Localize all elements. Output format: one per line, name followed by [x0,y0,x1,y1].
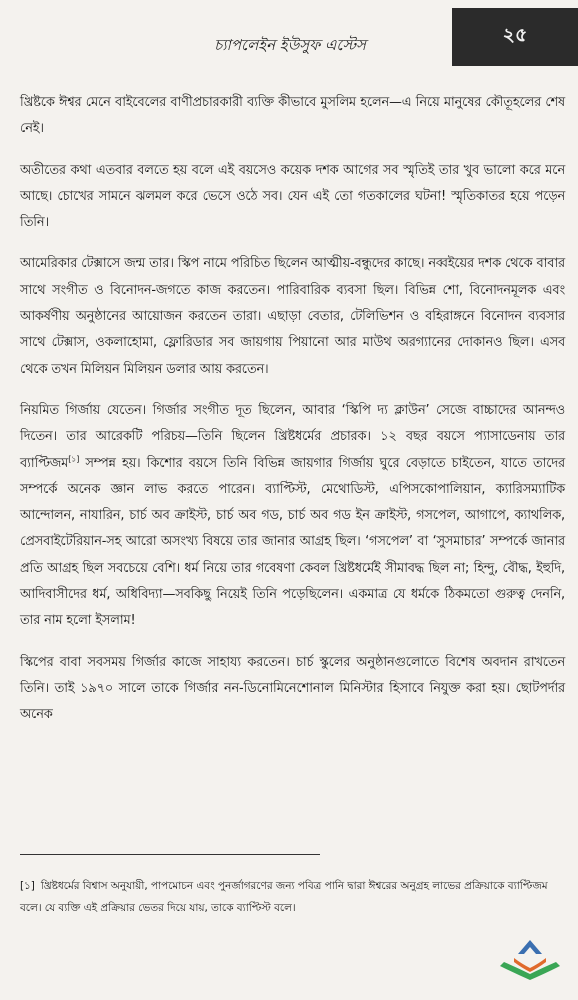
page-number-badge [452,8,578,66]
publisher-logo-icon [498,938,562,982]
footnote-reference[interactable]: [১] [68,454,80,464]
page-number: ২৫ [502,24,528,46]
footnote-divider [20,854,320,855]
paragraph-3: আমেরিকার টেক্সাসে জন্ম তার। স্কিপ নামে পরিচিত ছিলেন আত্মীয়-বন্ধুদের কাছে। নব্বইয়ের দশক থেকে বাবার সাথে সংগীত ও বিনোদন-জগতে কাজ করতেন। পারিবারিক ব্যবসা ছিল। বিভিন্ন শো, বিনোদনমূলক এবং আকর্ষণীয় অনুষ্ঠানের আয়োজন করতেন তারা। এছাড়া বেতার, টেলিভিশন ও বহিরাঙ্গনে বিনোদন ব্যবসার সাথে টেক্সাস, ওকলাহোমা, ফ্লোরিডার সব জায়গায় পিয়ানো আর মাউথ অরগ্যানের দোকানও ছিল। এসব থেকে তখন মিলিয়ন মিলিয়ন ডলার আয় করতেন। [20,256,565,377]
paragraph-4-part-2: সম্পন্ন হয়। কিশোর বয়সে তিনি বিভিন্ন জায়গার গির্জায় ঘুরে বেড়াতে চাইতেন, যাতে তাদের সম্পর্কে অনেক জ্ঞান লাভ করতে পারেন। ব্যাপ্টিস্ট, মেথোডিস্ট, এপিসকোপালিয়ান, ক্যারিসম্যাটিক আন্দোলন, নাযারিন, চার্চ অব ক্রাইস্ট, চার্চ অব গড, চার্চ অব গড ইন ক্রাইস্ট, গসপেল, আগাপে, ক্যাথলিক, প্রেসবাইটেরিয়ান-সহ আরো অসংখ্য বিষয়ে তার জানার আগ্রহ ছিল। ‘গসপেল’ বা ‘সুসমাচার’ সম্পর্কে জানার প্রতি আগ্রহ ছিল সবচেয়ে বেশি। ধর্ম নিয়ে তার গবেষণা কেবল খ্রিষ্টধর্মেই সীমাবদ্ধ ছিল না; হিন্দু, বৌদ্ধ, ইহুদি, আদিবাসীদের ধর্ম, অধিবিদ্যা—সবকিছু নিয়েই তিনি পড়েছিলেন। একমাত্র যে ধর্মকে ঠিকমতো গুরুত্ব দেননি, তার নাম হলো ইসলাম! [20,455,565,629]
footnote [20,875,560,919]
body-text [20,90,565,744]
paragraph-1: খ্রিষ্টকে ঈশ্বর মেনে বাইবেলের বাণীপ্রচারকারী ব্যক্তি কীভাবে মুসলিম হলেন—এ নিয়ে মানুষের কৌতূহলের শেষ নেই। [20,95,565,137]
paragraph-2: অতীতের কথা এতবার বলতে হয় বলে এই বয়সেও কয়েক দশক আগের সব স্মৃতিই তার খুব ভালো করে মনে আছে। চোখের সামনে ঝলমল করে ভেসে ওঠে সব। যেন এই তো গতকালের ঘটনা! স্মৃতিকাতর হয়ে পড়েন তিনি। [20,162,565,231]
running-header-title: চ্যাপলেইন ইউসুফ এস্টেস [214,36,366,54]
paragraph-4 [20,398,565,635]
paragraph-5: স্কিপের বাবা সবসময় গির্জার কাজে সাহায্য করতেন। চার্চ স্কুলের অনুষ্ঠানগুলোতে বিশেষ অবদান রাখতেন তিনি। তাই ১৯৭০ সালে তাকে গির্জার নন-ডিনোমিনেশোনাল মিনিস্টার হিসাবে নিযুক্ত করা হয়। ছোটপর্দার অনেক [20,654,565,723]
footnote-text: খ্রিষ্টধর্মের বিশ্বাস অনুযায়ী, পাপমোচন এবং পুনর্জাগরণের জন্য পবিত্র পানি দ্বারা ঈশ্বরের অনুগ্রহ লাভের প্রক্রিয়াকে ব্যাপ্টিজম বলে। যে ব্যক্তি এই প্রক্রিয়ার ভেতর দিয়ে যায়, তাকে ব্যাপ্টিস্ট বলে। [20,880,548,914]
footnote-marker: [১] [20,880,35,892]
paragraph-4-part-1: নিয়মিত গির্জায় যেতেন। গির্জার সংগীত দূত ছিলেন, আবার ‘স্কিপি দ্য ক্লাউন’ সেজে বাচ্চাদের আনন্দও দিতেন। তার আরেকটি পরিচয়—তিনি ছিলেন খ্রিষ্টধর্মের প্রচারক। ১২ বছর বয়সে প্যাসাডেনায় তার ব্যাপ্টিজম [20,402,565,471]
